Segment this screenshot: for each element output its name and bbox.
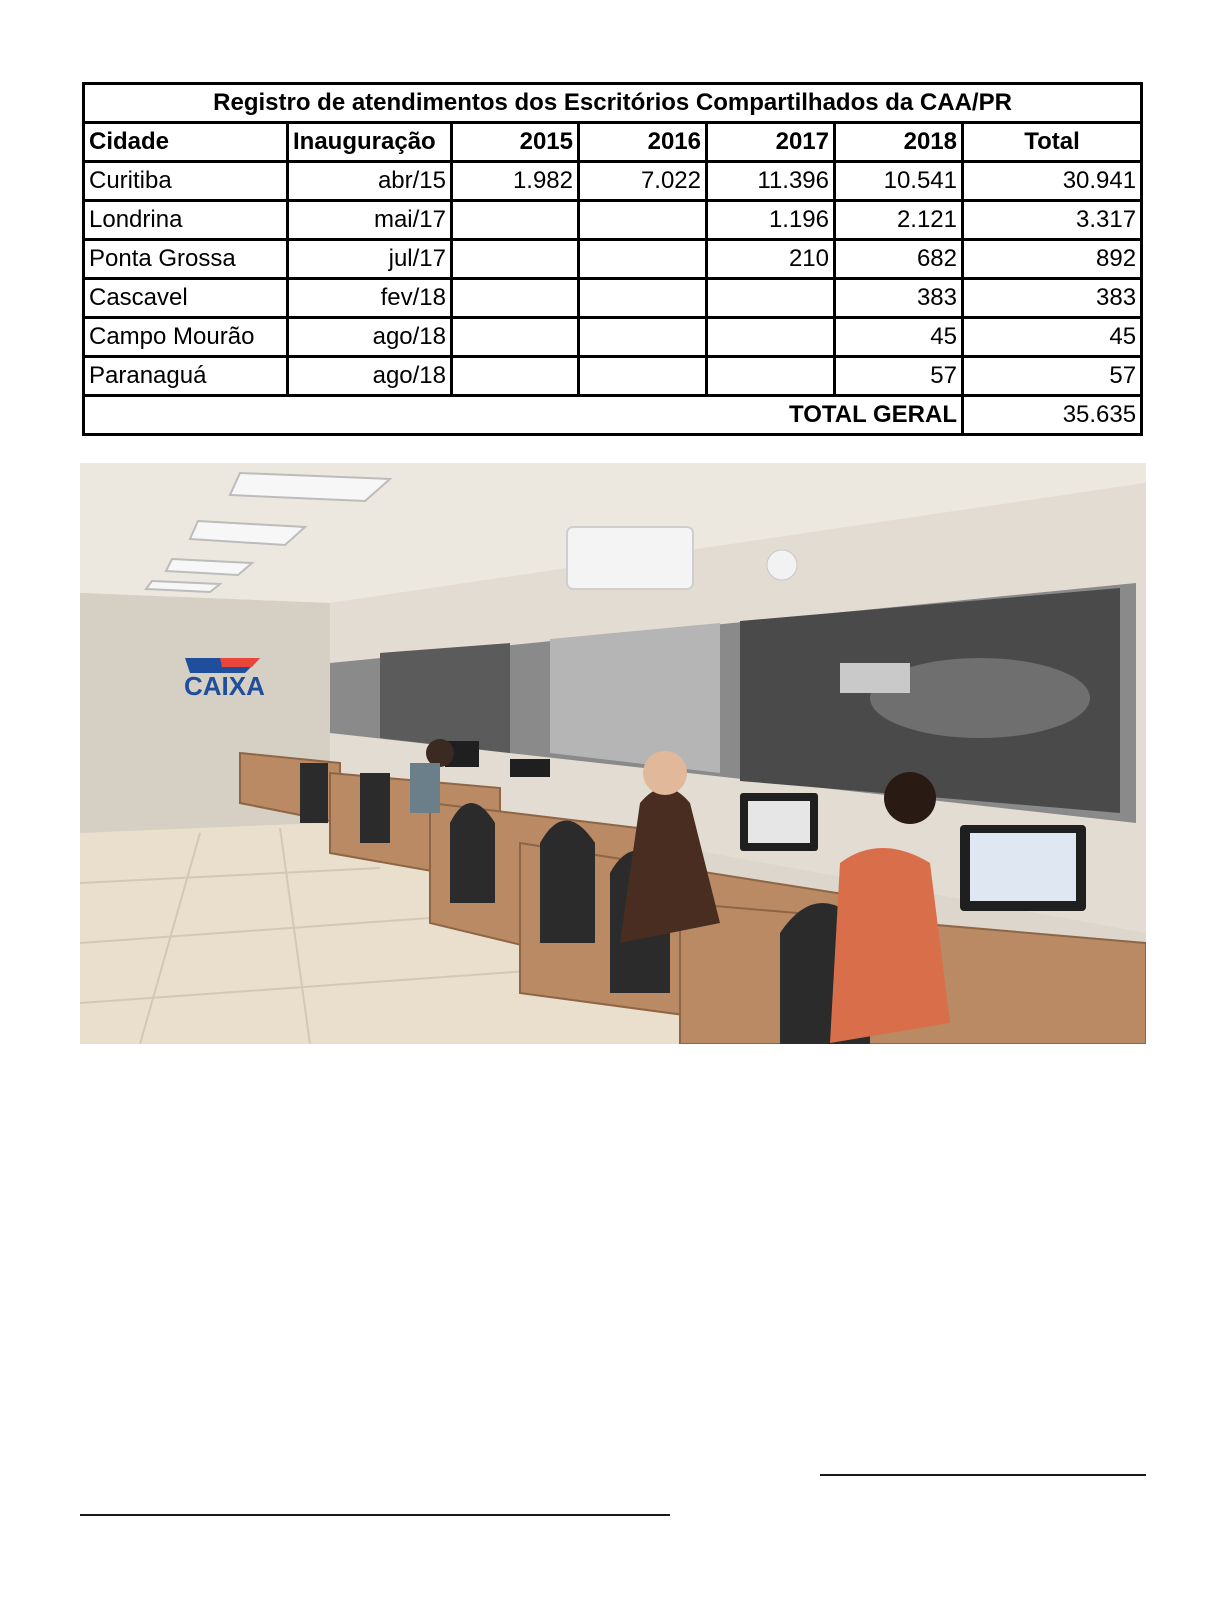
cell-2018: 10.541 (835, 162, 963, 201)
header-2016: 2016 (579, 123, 707, 162)
atendimentos-table (82, 82, 1143, 436)
cell-2018: 383 (835, 279, 963, 318)
cell-2017: 1.196 (707, 201, 835, 240)
cell-2018: 682 (835, 240, 963, 279)
header-cidade: Cidade (84, 123, 288, 162)
cell-2015 (452, 357, 579, 396)
cell-2016 (579, 279, 707, 318)
cell-cidade: Campo Mourão (84, 318, 288, 357)
cell-2015: 1.982 (452, 162, 579, 201)
cell-cidade: Ponta Grossa (84, 240, 288, 279)
cell-2017: 11.396 (707, 162, 835, 201)
cell-2016: 7.022 (579, 162, 707, 201)
cell-inauguracao: ago/18 (288, 357, 452, 396)
cell-inauguracao: fev/18 (288, 279, 452, 318)
cell-cidade: Curitiba (84, 162, 288, 201)
cell-2015 (452, 201, 579, 240)
cell-2017: 210 (707, 240, 835, 279)
header-2015: 2015 (452, 123, 579, 162)
table-row (84, 201, 1142, 240)
cell-total: 45 (963, 318, 1142, 357)
table-row (84, 240, 1142, 279)
cell-cidade: Paranaguá (84, 357, 288, 396)
cell-2015 (452, 240, 579, 279)
air-conditioner (567, 527, 693, 589)
header-inauguracao: Inauguração (288, 123, 452, 162)
cell-2018: 2.121 (835, 201, 963, 240)
office-photo-illustration (80, 463, 1146, 1044)
table-total-row (84, 396, 1142, 435)
cell-total: 3.317 (963, 201, 1142, 240)
cell-2015 (452, 318, 579, 357)
table-title-row (84, 84, 1142, 123)
signature-line-left (80, 1514, 670, 1516)
table-body (84, 162, 1142, 396)
total-geral-label: TOTAL GERAL (84, 396, 963, 435)
cell-inauguracao: ago/18 (288, 318, 452, 357)
cell-2018: 57 (835, 357, 963, 396)
cell-cidade: Cascavel (84, 279, 288, 318)
total-geral-value: 35.635 (963, 396, 1142, 435)
cell-cidade: Londrina (84, 201, 288, 240)
table-header-row (84, 123, 1142, 162)
table-row (84, 318, 1142, 357)
table-row (84, 357, 1142, 396)
caixa-logo: CAIXA (184, 671, 265, 701)
cell-2018: 45 (835, 318, 963, 357)
cell-2017 (707, 279, 835, 318)
cell-total: 57 (963, 357, 1142, 396)
office-photo (80, 463, 1146, 1044)
cell-2017 (707, 318, 835, 357)
cell-inauguracao: jul/17 (288, 240, 452, 279)
table-row (84, 279, 1142, 318)
cell-2016 (579, 240, 707, 279)
signature-line-right (820, 1474, 1146, 1476)
cell-2015 (452, 279, 579, 318)
cell-total: 892 (963, 240, 1142, 279)
cell-2017 (707, 357, 835, 396)
header-2017: 2017 (707, 123, 835, 162)
cell-inauguracao: mai/17 (288, 201, 452, 240)
cell-2016 (579, 201, 707, 240)
table-title: Registro de atendimentos dos Escritórios Compartilhados da CAA/PR (84, 84, 1142, 123)
header-total: Total (963, 123, 1142, 162)
header-2018: 2018 (835, 123, 963, 162)
table-row (84, 162, 1142, 201)
cell-total: 30.941 (963, 162, 1142, 201)
cell-total: 383 (963, 279, 1142, 318)
cell-2016 (579, 318, 707, 357)
cell-2016 (579, 357, 707, 396)
cell-inauguracao: abr/15 (288, 162, 452, 201)
